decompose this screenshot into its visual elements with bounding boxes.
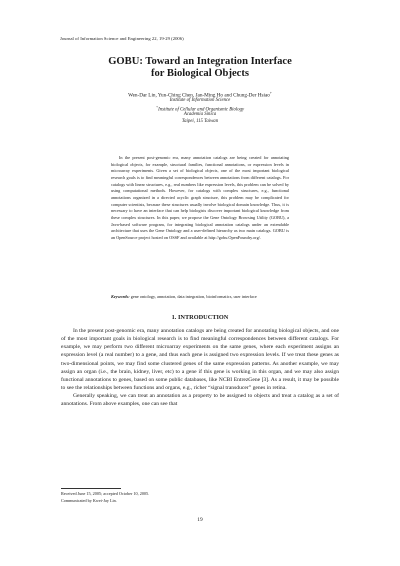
affiliation-institute-1: Institute of Information Science	[169, 98, 231, 103]
footnote-received: Received June 15, 2005; accepted October 10, 2005.	[61, 491, 150, 496]
affiliation-mark: +	[155, 105, 159, 109]
page-number: 19	[197, 517, 203, 523]
paper-title-line-1: GOBU: Toward an Integration Interface	[108, 56, 292, 67]
body-paragraph-2: Generally speaking, we can treat an annotation as a property to be assigned to objects and treat a catalog as a set of annotations. From above examples, one can see that	[61, 393, 339, 408]
affiliation-organization: Academia Sinica	[183, 112, 217, 117]
abstract	[111, 155, 289, 242]
keywords	[111, 294, 291, 299]
running-head: Journal of Information Science and Engineering 22, 19-29 (2006)	[60, 36, 184, 41]
abstract-text: In the present post-genomic era, many annotation catalogs are being created for annotating biological objects, for example, structural families, functional annotations, or expression levels in microarray experiments. Given a set of biological objects, one of the most important biological research goals is to find meaningful correspondences between annotations from different catalogs. For catalogs with linear structures, e.g., real numbers like expression levels, this problem can be solved by using computational methods. However, for catalogs with complex structures, e.g., functional annotations organized in a directed acyclic graph structure, this problem may be complicated for computer scientists, because these structures usually involve biological domain knowledge. Thus, it is necessary to have an interface that can help biologists discover important biological knowledge from these complex structures. In this paper, we propose the Gene Ontology Browsing Utility (GOBU), a Java-based software program, for integrating biological annotation catalogs under an extendable architecture that uses the Gene Ontology and a user-defined hierarchy as two main catalogs. GOBU is an OpenSource project hosted on OSSF and available at http://gobu.OpenFoundry.org/.	[111, 155, 289, 240]
keywords-text: gene ontology, annotation, data integration, bioinformatics, user interface	[130, 294, 257, 299]
body-text	[61, 327, 339, 409]
author-affiliation-mark: +	[269, 91, 272, 95]
author-names: Wen-Dar Lin, Yun-Ching Chen, Jan-Ming Ho and Chung-Der Hsiao	[128, 92, 270, 99]
body-paragraph-1: In the present post-genomic era, many annotation catalogs are being created for annotating biological objects, and one of the most important goals in biological research is to find meaningful correspondences between different catalogs. For example, we may perform two different microarray experiments on the same genes, where each experiment assigns an expression level (a real number) to a gene, and thus each gene is assigned two expression levels. If we treat these genes as two-dimensional points, we may find some clustered genes of the same expression patterns. As another example, we may assign an organ (i.e., the brain, kidney, liver, etc) to a gene if this gene is working in this organ, and we may also assign functional annotations to genes, based on some public databases, like NCBI EntrezGene [3]. As a result, it may be possible to see the relationships between functions and organs, e.g., richer “signal transducer” genes in retina.	[61, 328, 339, 392]
affiliation-city: Taipei, 115 Taiwan	[181, 119, 219, 124]
paper-title-line-2: for Biological Objects	[150, 68, 250, 79]
affiliation-institute-2-name: Institute of Cellular and Organismic Biology	[158, 107, 245, 113]
footnote-communicated: Communicated by Kwei-Jay Lin.	[61, 498, 117, 503]
footnote-divider	[61, 488, 121, 489]
section-heading: 1. INTRODUCTION	[171, 314, 229, 321]
keywords-label: Keywords:	[111, 294, 130, 299]
